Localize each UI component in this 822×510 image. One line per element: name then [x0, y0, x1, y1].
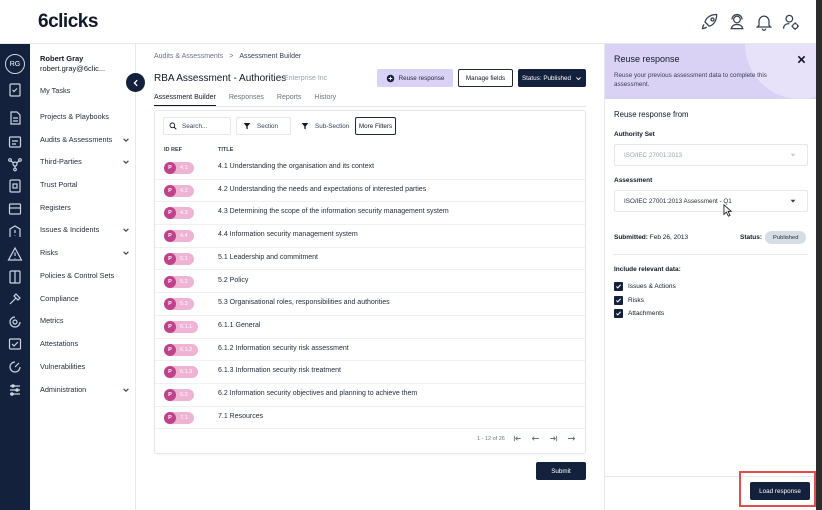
subsection-filter[interactable] [295, 117, 351, 135]
submit-button[interactable]: Submit [536, 462, 586, 480]
id-ref-pill [164, 162, 194, 174]
collapse-sidebar-button[interactable] [126, 73, 145, 92]
icon-rail [0, 44, 30, 510]
load-response-button[interactable]: Load response [750, 482, 810, 500]
assessments-icon[interactable] [7, 134, 23, 150]
table-row[interactable] [155, 180, 585, 203]
table-row[interactable] [155, 407, 585, 430]
row-title[interactable]: 5.2 Policy [218, 276, 249, 284]
status-field-label: Status: [740, 234, 763, 241]
table-row[interactable] [155, 316, 585, 339]
caret-down-icon [789, 151, 797, 159]
tab-assessment-builder[interactable]: Assessment Builder [154, 94, 216, 106]
table-row[interactable] [155, 225, 585, 248]
pill-letter: P [164, 276, 176, 288]
pill-id: 5.2 [180, 278, 188, 285]
row-title[interactable]: 6.1.3 Information security risk treatment [218, 367, 341, 375]
pill-letter: P [164, 207, 176, 219]
sidebar-item-vulnerabilities[interactable] [40, 362, 130, 371]
row-title[interactable]: 4.2 Understanding the needs and expectations of interested parties [218, 185, 427, 193]
table-row[interactable] [155, 248, 585, 271]
pill-letter: P [164, 253, 176, 265]
search-placeholder: Search... [182, 122, 208, 130]
avatar[interactable]: RG [5, 54, 25, 74]
user-settings-icon[interactable] [781, 12, 801, 32]
pill-letter: P [164, 298, 176, 310]
table-row[interactable] [155, 339, 585, 362]
id-ref-pill [164, 276, 194, 288]
chevron-down-icon[interactable] [122, 226, 130, 234]
row-title[interactable]: 4.3 Determining the scope of the information security management system [218, 208, 449, 216]
section-filter-label: Section [257, 122, 279, 130]
incidents-icon[interactable] [7, 223, 23, 239]
sidebar [30, 44, 136, 510]
questions-card [154, 110, 586, 454]
row-title[interactable]: 4.4 Information security management system [218, 231, 358, 239]
third-parties-icon[interactable] [7, 156, 23, 172]
pill-id: 4.4 [180, 233, 188, 240]
chevron-down-icon[interactable] [122, 386, 130, 394]
sidebar-item-label: Attestations [40, 339, 79, 348]
sidebar-item-metrics[interactable] [40, 316, 130, 325]
sidebar-item-risks[interactable] [40, 248, 130, 257]
mouse-cursor-icon [723, 204, 733, 217]
column-header-id: ID REF [164, 147, 183, 153]
trust-portal-icon[interactable] [7, 178, 23, 194]
id-ref-pill [164, 230, 194, 242]
breadcrumb [154, 53, 301, 60]
table-row[interactable] [155, 384, 585, 407]
pill-letter: P [164, 389, 176, 401]
sidebar-item-label: Administration [40, 385, 87, 394]
include-checkbox-row[interactable] [614, 309, 664, 318]
row-title[interactable]: 6.2 Information security objectives and planning to achieve them [218, 390, 418, 397]
last-page-icon[interactable] [567, 434, 576, 443]
checkbox-label: Risks [628, 296, 644, 304]
chevron-down-icon [575, 75, 582, 82]
status-label: Status: Published [521, 74, 571, 82]
org-name: Enterprise Inc [284, 75, 328, 82]
sidebar-item-projects-playbooks[interactable] [40, 112, 130, 121]
next-page-icon[interactable] [549, 434, 558, 443]
breadcrumb-audits[interactable]: Audits & Assessments [154, 53, 224, 60]
id-ref-pill [164, 185, 194, 197]
pill-id: 4.3 [180, 210, 188, 217]
row-title[interactable]: 7.1 Resources [218, 412, 264, 420]
assessment-select[interactable] [614, 190, 808, 212]
id-ref-pill [164, 344, 198, 356]
tabs-divider [154, 106, 586, 107]
sidebar-item-label: Audits & Assessments [40, 135, 113, 144]
status-dropdown-button[interactable] [518, 69, 586, 87]
pill-letter: P [164, 162, 176, 174]
risks-icon[interactable] [7, 246, 23, 262]
sidebar-item-label: Policies & Control Sets [40, 271, 115, 280]
sidebar-item-audits-assessments[interactable] [40, 135, 130, 144]
id-ref-pill [164, 298, 194, 310]
sidebar-item-label: Projects & Playbooks [40, 112, 109, 121]
main-content [136, 44, 604, 510]
manage-fields-button[interactable]: Manage fields [458, 69, 513, 87]
vulnerabilities-icon[interactable] [7, 359, 23, 375]
top-bar [0, 0, 822, 44]
search-icon [169, 122, 177, 130]
include-checkbox-row[interactable] [614, 296, 644, 305]
sidebar-item-label: Metrics [40, 316, 64, 325]
panel-divider [614, 254, 808, 255]
row-title[interactable]: 6.1.1 General [218, 321, 261, 329]
check-icon [615, 283, 622, 290]
row-title[interactable]: 4.1 Understanding the organisation and its context [218, 163, 375, 170]
rocket-icon[interactable] [700, 12, 720, 32]
table-row[interactable] [155, 361, 585, 384]
close-icon[interactable] [797, 55, 806, 64]
bell-icon[interactable] [754, 12, 774, 32]
tasks-icon[interactable] [7, 82, 23, 98]
pill-id: 7.1 [180, 414, 188, 421]
chevron-down-icon[interactable] [122, 136, 130, 144]
sidebar-item-issues-incidents[interactable] [40, 225, 130, 234]
pill-id: 4.2 [180, 187, 188, 194]
authority-set-label: Authority Set [614, 131, 655, 138]
authority-set-value: ISO/IEC 27001:2013 [624, 151, 683, 159]
sidebar-item-label: Compliance [40, 294, 79, 303]
attestations-icon[interactable] [7, 336, 23, 352]
id-ref-pill [164, 366, 198, 378]
pill-letter: P [164, 230, 176, 242]
submitted-label: Submitted: [614, 234, 648, 241]
sidebar-item-label: Risks [40, 248, 58, 257]
search-input[interactable] [163, 117, 231, 135]
authority-set-select [614, 144, 808, 166]
sidebar-item-label: Registers [40, 203, 71, 212]
reuse-response-button[interactable] [377, 69, 453, 87]
chevron-down-icon[interactable] [122, 249, 130, 257]
chevron-down-icon[interactable] [122, 158, 130, 166]
panel-subtitle: Reuse your previous assessment data to complete this assessment. [614, 72, 767, 88]
checkbox[interactable] [614, 282, 623, 291]
administration-icon[interactable] [7, 382, 23, 398]
assessment-value: ISO/IEC 27001:2013 Assessment - Q1 [624, 197, 732, 205]
prev-page-icon[interactable] [531, 434, 540, 443]
compliance-icon[interactable] [7, 291, 23, 307]
registers-icon[interactable] [7, 201, 23, 217]
assessment-label: Assessment [614, 177, 653, 184]
tab-responses[interactable]: Responses [228, 94, 264, 101]
sidebar-item-administration[interactable] [40, 385, 130, 394]
sidebar-item-label: Vulnerabilities [40, 362, 86, 371]
check-icon [615, 310, 622, 317]
chevron-left-icon [132, 79, 140, 87]
reuse-icon [386, 74, 395, 83]
table-row[interactable] [155, 157, 585, 180]
sidebar-item-label: Trust Portal [40, 180, 78, 189]
tab-history[interactable]: History [314, 94, 337, 101]
id-ref-pill [164, 321, 198, 333]
sidebar-item-compliance[interactable] [40, 294, 130, 303]
app-logo[interactable]: 6clicks [38, 11, 98, 32]
checkbox[interactable] [614, 309, 623, 318]
checkbox[interactable] [614, 296, 623, 305]
table-row[interactable] [155, 202, 585, 225]
tab-reports[interactable]: Reports [276, 94, 302, 101]
section-filter[interactable] [236, 117, 291, 135]
checkbox-label: Issues & Actions [628, 283, 676, 290]
tab-bar [154, 94, 349, 106]
pill-id: 6.1.3 [180, 369, 193, 376]
breadcrumb-separator: > [229, 53, 234, 60]
breadcrumb-current: Assessment Builder [239, 53, 302, 60]
id-ref-pill [164, 253, 194, 265]
policies-icon[interactable] [7, 269, 23, 285]
pill-letter: P [164, 185, 176, 197]
pill-letter: P [164, 366, 176, 378]
pill-letter: P [164, 412, 176, 424]
sidebar-item-label: My Tasks [40, 86, 71, 95]
first-page-icon[interactable] [513, 434, 522, 443]
panel-header [605, 44, 817, 99]
table-row[interactable] [155, 271, 585, 294]
window-edge [816, 0, 822, 510]
section-title: Reuse response from [614, 110, 689, 119]
sidebar-item-my-tasks[interactable] [40, 86, 130, 95]
submitted-info [614, 234, 688, 241]
id-ref-pill [164, 389, 194, 401]
pill-id: 5.1 [180, 255, 188, 262]
check-icon [615, 297, 622, 304]
subsection-filter-label: Sub-Section [315, 122, 350, 130]
metrics-icon[interactable] [7, 314, 23, 330]
panel-footer-divider [605, 476, 817, 477]
pill-id: 5.3 [180, 301, 188, 308]
user-name: Robert Gray [40, 54, 84, 63]
pill-id: 4.1 [180, 165, 188, 171]
caret-down-icon [789, 197, 797, 205]
panel-title: Reuse response [614, 54, 680, 64]
reuse-response-panel [604, 44, 816, 510]
sidebar-item-policies-control-sets[interactable] [40, 271, 130, 280]
table-row[interactable] [155, 293, 585, 316]
submitted-date: Feb 26, 2013 [649, 234, 689, 241]
sidebar-item-trust-portal[interactable] [40, 180, 130, 189]
pill-id: 6.2 [180, 392, 188, 398]
filter-icon [301, 122, 309, 130]
include-checkbox-row[interactable] [614, 282, 676, 291]
row-title[interactable]: 5.3 Organisational roles, responsibilities and authorities [218, 299, 390, 307]
more-filters-button[interactable]: More Filters [355, 117, 396, 135]
row-title[interactable]: 5.1 Leadership and commitment [218, 253, 318, 261]
playbook-icon[interactable] [7, 110, 23, 126]
support-agent-icon[interactable] [727, 12, 747, 32]
sidebar-item-label: Third-Parties [40, 157, 82, 166]
pill-id: 6.1.2 [180, 346, 193, 353]
pill-letter: P [164, 344, 176, 356]
checkbox-label: Attachments [628, 310, 665, 317]
sidebar-item-third-parties[interactable] [40, 157, 130, 166]
sidebar-item-label: Issues & Incidents [40, 225, 100, 234]
pill-letter: P [164, 321, 176, 333]
sidebar-item-attestations[interactable] [40, 339, 130, 348]
pager-range: 1 - 12 of 26 [477, 436, 505, 442]
sidebar-item-registers[interactable] [40, 203, 130, 212]
reuse-response-label: Reuse response [398, 74, 445, 82]
column-header-title: TITLE [218, 147, 234, 153]
include-data-label: Include relevant data: [614, 266, 681, 273]
filter-icon [243, 122, 251, 130]
pill-id: 6.1.1 [180, 323, 193, 330]
id-ref-pill [164, 412, 194, 424]
id-ref-pill [164, 207, 194, 219]
user-email: robert.gray@6clic... [40, 64, 106, 73]
page-title: RBA Assessment - Authorities [154, 73, 287, 84]
status-badge: Published [765, 231, 806, 244]
row-title[interactable]: 6.1.2 Information security risk assessment [218, 344, 349, 352]
